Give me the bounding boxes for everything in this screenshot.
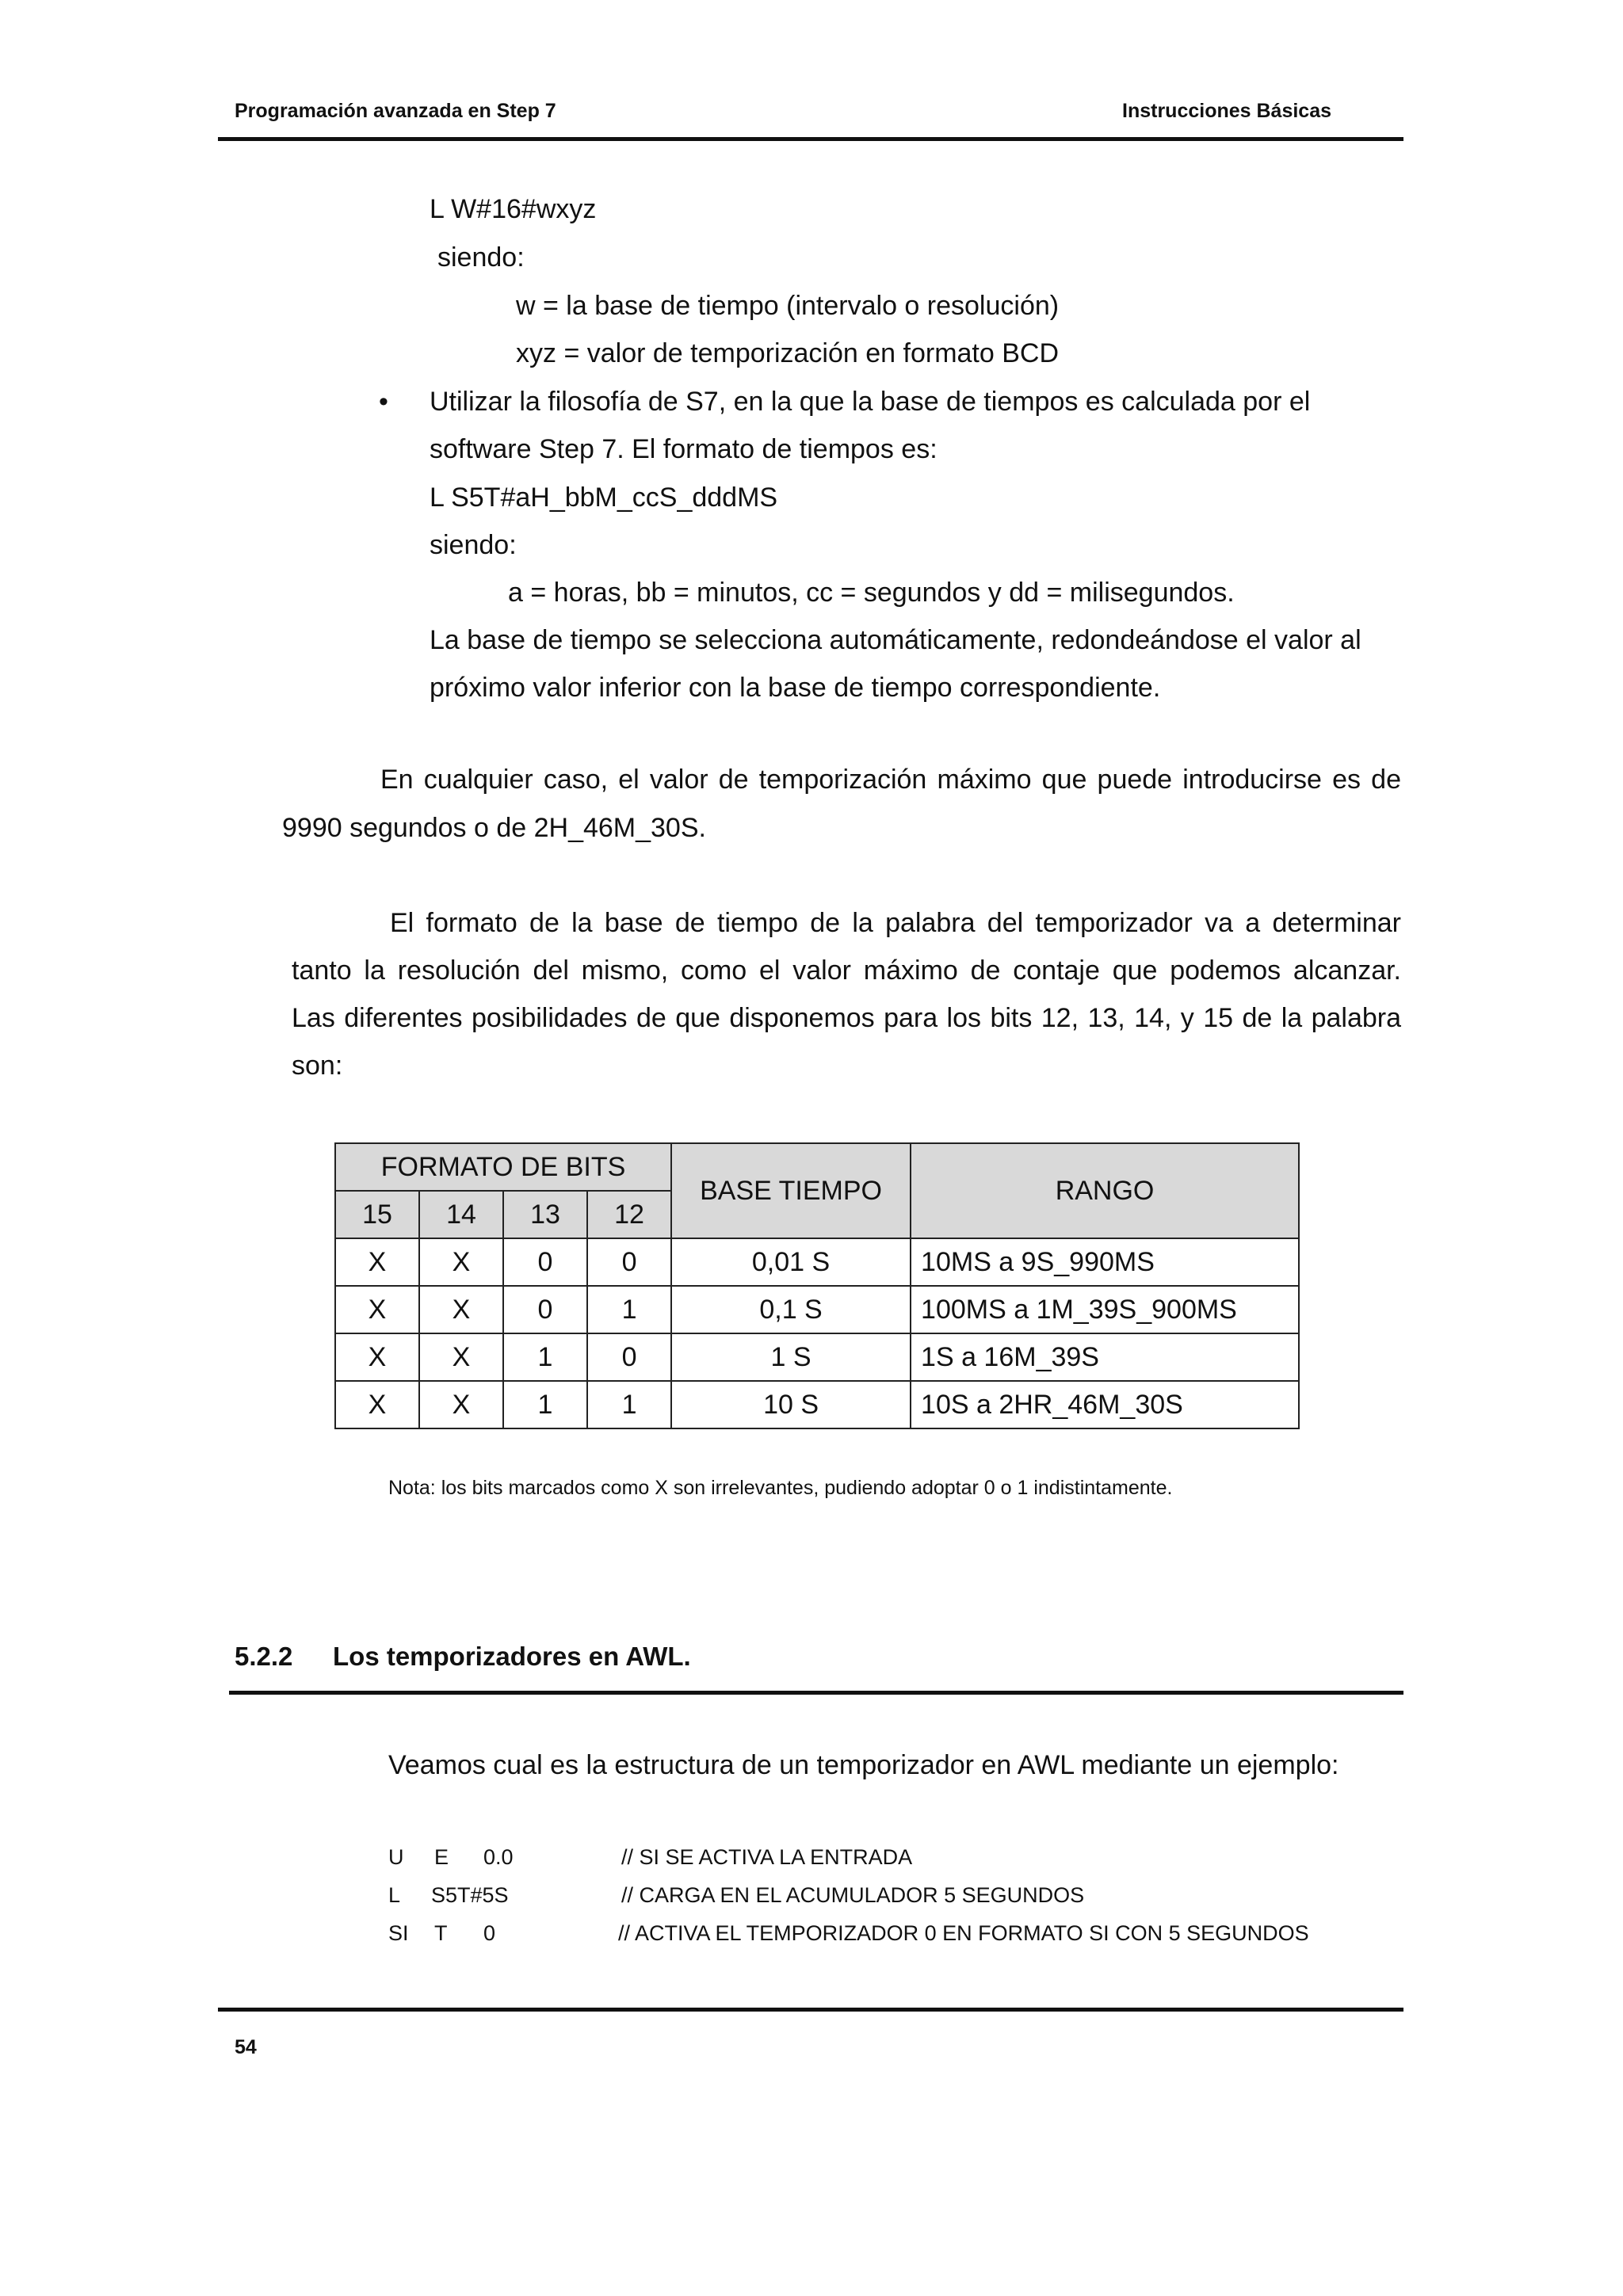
code-op: U: [388, 1845, 404, 1869]
code-op: L: [388, 1883, 401, 1907]
code-arg2: 0.0: [483, 1845, 514, 1869]
bullet-line-7: próximo valor inferior con la base de tiempo correspondiente.: [430, 673, 1161, 703]
intro-line-3: w = la base de tiempo (intervalo o resolución): [516, 291, 1060, 321]
cell-base: 10 S: [671, 1381, 911, 1428]
bit-label-15: 15: [335, 1191, 419, 1238]
intro-line-1: L W#16#wxyz: [430, 194, 597, 224]
table-row: [335, 1238, 1299, 1286]
para1-line-1: En cualquier caso, el valor de temporización máximo que puede introducirse es de: [380, 765, 1401, 795]
intro-line-4: xyz = valor de temporización en formato BCD: [516, 338, 1060, 368]
footer-rule: [218, 2008, 1403, 2012]
bullet-marker: •: [379, 387, 388, 417]
cell-b12: 0: [587, 1333, 671, 1381]
cell-rango: 10S a 2HR_46M_30S: [911, 1381, 1299, 1428]
cell-rango: 10MS a 9S_990MS: [911, 1238, 1299, 1286]
para2-line-4: son:: [292, 1051, 343, 1081]
code-arg2: 0: [483, 1921, 496, 1945]
bullet-line-6: La base de tiempo se selecciona automáticamente, redondeándose el valor al: [430, 625, 1361, 655]
cell-b15: X: [335, 1381, 419, 1428]
bit-label-13: 13: [503, 1191, 587, 1238]
cell-b12: 1: [587, 1286, 671, 1333]
cell-b14: X: [419, 1333, 503, 1381]
bullet-line-2: software Step 7. El formato de tiempos es:: [430, 434, 938, 464]
cell-base: 1 S: [671, 1333, 911, 1381]
cell-rango: 100MS a 1M_39S_900MS: [911, 1286, 1299, 1333]
header-rango: RANGO: [911, 1143, 1299, 1238]
para2-line-3: Las diferentes posibilidades de que disponemos para los bits 12, 13, 14, y 15 de la palabra: [292, 1003, 1401, 1033]
bullet-line-3: L S5T#aH_bbM_ccS_dddMS: [430, 482, 778, 513]
table-row: [335, 1286, 1299, 1333]
header-bits-format: FORMATO DE BITS: [335, 1143, 671, 1191]
code-arg1: E: [434, 1845, 449, 1869]
para1-line-2: 9990 segundos o de 2H_46M_30S.: [282, 813, 706, 843]
code-comment: // ACTIVA EL TEMPORIZADOR 0 EN FORMATO SI CON 5 SEGUNDOS: [618, 1921, 1309, 1945]
bullet-line-1: Utilizar la filosofía de S7, en la que la base de tiempos es calculada por el: [430, 387, 1311, 417]
cell-rango: 1S a 16M_39S: [911, 1333, 1299, 1381]
cell-b14: X: [419, 1238, 503, 1286]
code-arg1: S5T#5S: [431, 1883, 509, 1907]
header-right-title: Instrucciones Básicas: [1122, 100, 1332, 122]
para2-line-1: El formato de la base de tiempo de la palabra del temporizador va a determinar: [390, 908, 1401, 938]
section-rule: [229, 1691, 1403, 1695]
cell-base: 0,01 S: [671, 1238, 911, 1286]
header-left-title: Programación avanzada en Step 7: [235, 100, 556, 122]
code-comment: // SI SE ACTIVA LA ENTRADA: [621, 1845, 913, 1869]
cell-b15: X: [335, 1333, 419, 1381]
header-rule: [218, 137, 1403, 141]
page-number: 54: [235, 2036, 257, 2058]
section-number: 5.2.2: [235, 1642, 293, 1671]
cell-base: 0,1 S: [671, 1286, 911, 1333]
section-title: Los temporizadores en AWL.: [333, 1642, 691, 1671]
cell-b14: X: [419, 1381, 503, 1428]
cell-b12: 0: [587, 1238, 671, 1286]
bit-label-14: 14: [419, 1191, 503, 1238]
bullet-line-5: a = horas, bb = minutos, cc = segundos y dd = milisegundos.: [508, 578, 1235, 608]
timebase-table: [334, 1142, 1300, 1429]
table-row: [335, 1333, 1299, 1381]
intro-line-2: siendo:: [437, 242, 525, 273]
code-comment: // CARGA EN EL ACUMULADOR 5 SEGUNDOS: [621, 1883, 1085, 1907]
cell-b14: X: [419, 1286, 503, 1333]
header-base-tiempo: BASE TIEMPO: [671, 1143, 911, 1238]
cell-b13: 1: [503, 1333, 587, 1381]
table-note: Nota: los bits marcados como X son irrelevantes, pudiendo adoptar 0 o 1 indistintamente.: [388, 1477, 1173, 1499]
code-arg1: T: [434, 1921, 448, 1945]
bullet-line-4: siendo:: [430, 530, 517, 560]
code-op: SI: [388, 1921, 409, 1945]
cell-b15: X: [335, 1286, 419, 1333]
cell-b13: 0: [503, 1238, 587, 1286]
cell-b13: 0: [503, 1286, 587, 1333]
para3: Veamos cual es la estructura de un temporizador en AWL mediante un ejemplo:: [388, 1750, 1339, 1780]
bit-label-12: 12: [587, 1191, 671, 1238]
cell-b15: X: [335, 1238, 419, 1286]
para2-line-2: tanto la resolución del mismo, como el valor máximo de contaje que podemos alcanzar.: [292, 955, 1401, 986]
cell-b12: 1: [587, 1381, 671, 1428]
cell-b13: 1: [503, 1381, 587, 1428]
table-row: [335, 1381, 1299, 1428]
